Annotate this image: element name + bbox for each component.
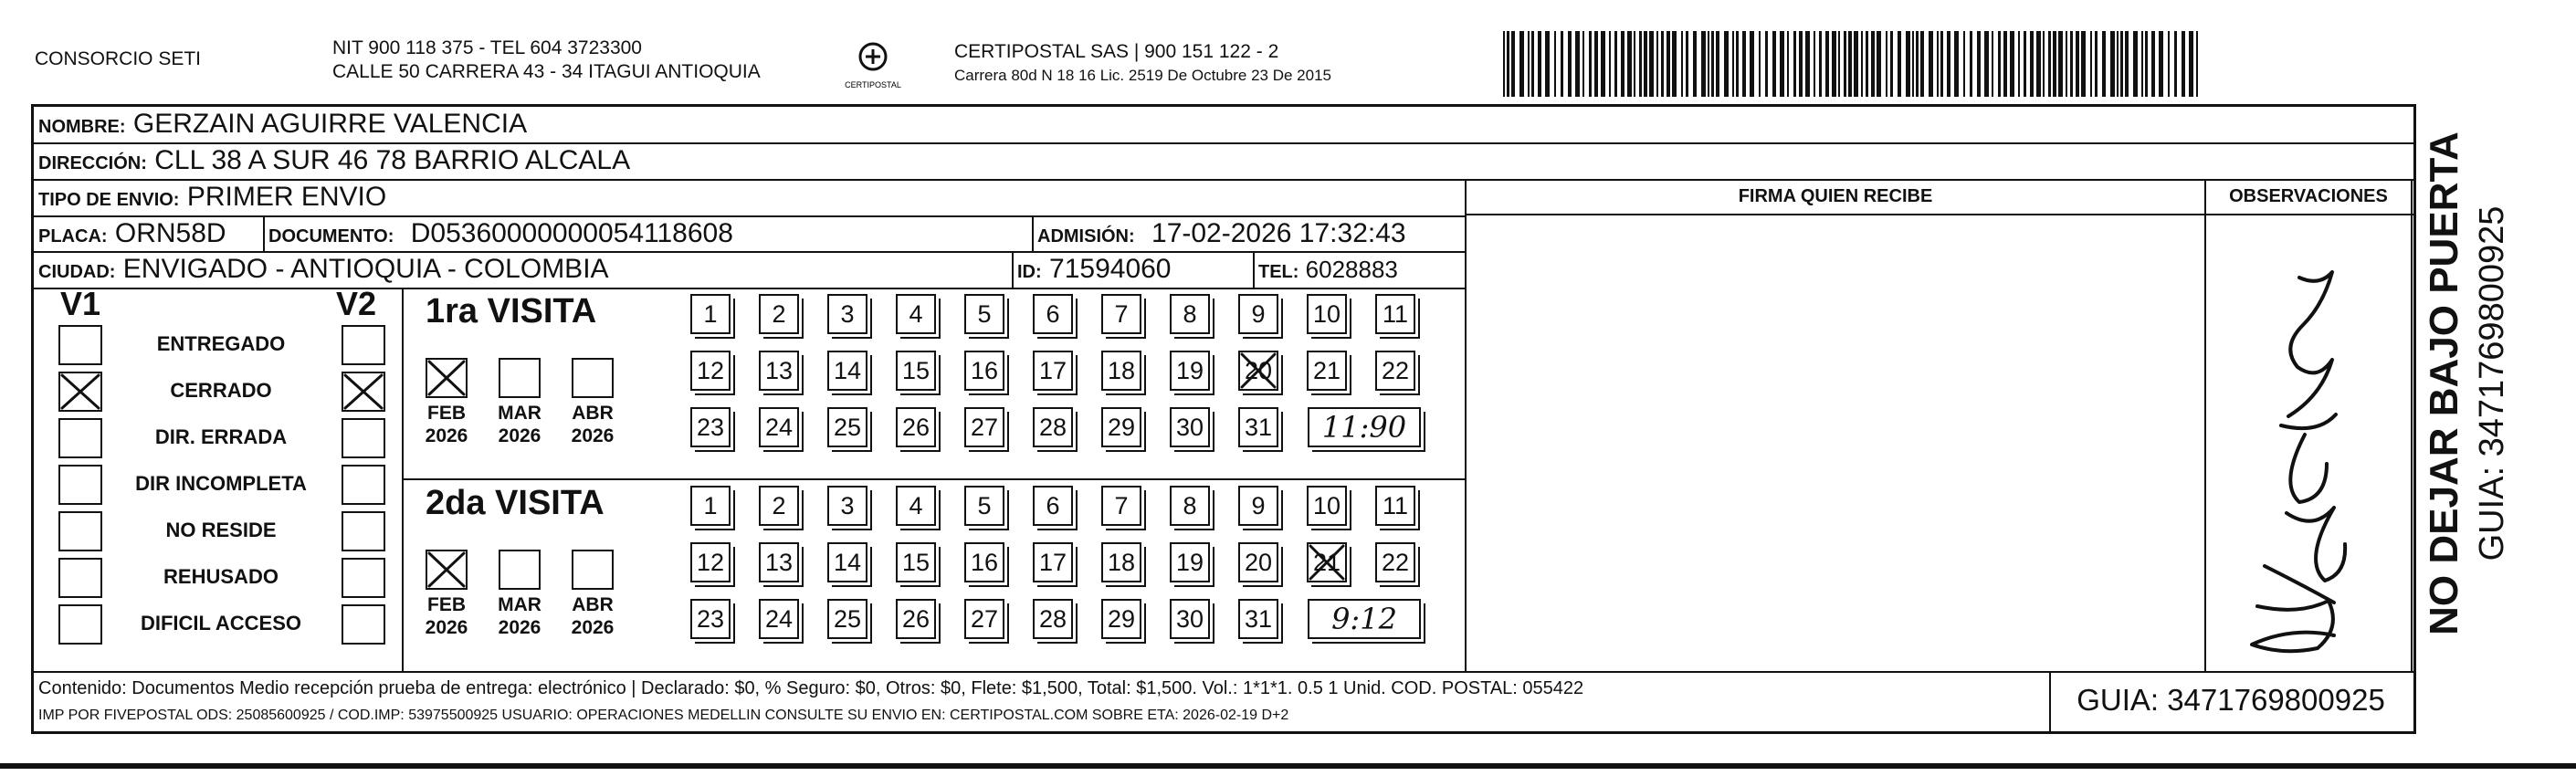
day-box[interactable]: 13 — [759, 542, 799, 582]
visit-title: 1ra VISITA — [426, 292, 597, 330]
barcode-bar — [2120, 31, 2123, 97]
barcode-bar — [1954, 31, 1959, 97]
barcode-bar — [2182, 31, 2185, 97]
tel-label: TEL: — [1258, 262, 1299, 282]
day-box[interactable]: 11 — [1375, 486, 1415, 526]
observations-column-header: OBSERVACIONES — [2229, 186, 2388, 206]
barcode-bar — [1787, 31, 1789, 97]
day-box[interactable]: 6 — [1033, 486, 1073, 526]
day-box[interactable]: 6 — [1033, 294, 1073, 334]
barcode-bar — [1759, 31, 1761, 97]
barcode-bar — [1765, 31, 1768, 97]
day-box[interactable]: 29 — [1101, 407, 1141, 447]
day-box[interactable]: 29 — [1101, 599, 1141, 639]
barcode-bar — [1929, 31, 1933, 97]
recipient-address: CLL 38 A SUR 46 78 BARRIO ALCALA — [154, 145, 631, 175]
day-box[interactable]: 3 — [827, 486, 867, 526]
month-label — [415, 402, 478, 447]
barcode-bar — [1940, 31, 1943, 97]
day-x-mark — [1238, 351, 1278, 391]
v2-checkbox[interactable] — [342, 418, 385, 458]
day-box[interactable]: 24 — [759, 599, 799, 639]
month-year: 2026 — [571, 617, 615, 638]
day-box[interactable]: 15 — [896, 351, 936, 391]
month-checkbox[interactable] — [426, 358, 468, 398]
barcode-bar — [1724, 31, 1729, 97]
month-year: 2026 — [425, 425, 468, 446]
barcode-bar — [1793, 31, 1796, 97]
day-box[interactable]: 1 — [690, 294, 731, 334]
barcode-bar — [1998, 31, 2001, 97]
barcode-bar — [1906, 31, 1910, 97]
barcode-bar — [1819, 31, 1822, 97]
barcode-bar — [1861, 31, 1863, 97]
document-label: DOCUMENTO: — [268, 226, 394, 246]
day-box[interactable]: 19 — [1170, 542, 1210, 582]
month-checkbox[interactable] — [499, 550, 541, 590]
month-checkbox[interactable] — [426, 550, 468, 590]
barcode-bar — [1805, 31, 1810, 97]
barcode-bar — [1871, 31, 1875, 97]
barcode-bar — [1970, 31, 1972, 97]
id-value: 71594060 — [1049, 254, 1172, 284]
barcode-bar — [2117, 31, 2119, 97]
v2-checkbox[interactable] — [342, 325, 385, 365]
barcode-bar — [1848, 31, 1852, 97]
check-x-mark — [343, 373, 384, 410]
barcode-bar — [1545, 31, 1550, 97]
barcode-bar — [2174, 31, 2177, 97]
certipostal-logo — [838, 37, 908, 95]
barcode-bar — [1963, 31, 1965, 97]
day-box[interactable]: 20 — [1238, 351, 1278, 391]
side-guide-number: GUIA: 3471769800925 — [2473, 205, 2511, 561]
day-box[interactable]: 5 — [964, 486, 1004, 526]
v1-checkbox[interactable] — [58, 418, 102, 458]
plate-value: ORN58D — [114, 218, 226, 248]
barcode — [1503, 31, 2199, 97]
barcode-bar — [1528, 31, 1530, 97]
certipostal-logo-icon — [838, 37, 908, 95]
day-box[interactable]: 10 — [1307, 294, 1347, 334]
visit-title: 2da VISITA — [426, 484, 605, 522]
signature-column-header: FIRMA QUIEN RECIBE — [1738, 186, 1933, 206]
month-name: ABR — [572, 594, 614, 615]
admission-value: 17-02-2026 17:32:43 — [1151, 218, 1406, 248]
barcode-bar — [1886, 31, 1887, 97]
barcode-bar — [1601, 31, 1605, 97]
month-label — [561, 402, 625, 447]
barcode-bar — [2070, 31, 2073, 97]
barcode-bar — [2133, 31, 2138, 97]
status-label: ENTREGADO — [156, 332, 286, 355]
admission-label: ADMISIÓN: — [1037, 226, 1135, 246]
id-label: ID: — [1017, 262, 1042, 282]
barcode-bar — [2196, 31, 2198, 97]
month-checkbox[interactable] — [572, 550, 614, 590]
month-label — [488, 402, 552, 447]
page-bottom-border — [0, 763, 2576, 769]
admission-row — [1037, 217, 1406, 253]
barcode-bar — [1594, 31, 1598, 97]
day-box[interactable]: 19 — [1170, 351, 1210, 391]
barcode-bar — [1890, 31, 1893, 97]
sender-name: CONSORCIO SETI — [35, 48, 202, 69]
barcode-bar — [1877, 31, 1881, 97]
day-box[interactable]: 28 — [1033, 599, 1073, 639]
barcode-bar — [1554, 31, 1556, 97]
no-dejar-bajo-puerta: NO DEJAR BAJO PUERTA — [2422, 131, 2466, 635]
barcode-bar — [1844, 31, 1846, 97]
barcode-bar — [2102, 31, 2106, 97]
barcode-bar — [1681, 31, 1683, 97]
day-box[interactable]: 7 — [1101, 294, 1141, 334]
barcode-bar — [1711, 31, 1714, 97]
name-label: NOMBRE: — [38, 117, 126, 137]
month-label — [488, 593, 552, 639]
barcode-bar — [1916, 31, 1919, 97]
tel-row — [1258, 253, 1398, 288]
barcode-bar — [1656, 31, 1658, 97]
month-label — [561, 593, 625, 639]
barcode-bar — [2090, 31, 2092, 97]
barcode-bar — [1977, 31, 1981, 97]
barcode-bar — [1639, 31, 1642, 97]
barcode-bar — [1621, 31, 1624, 97]
month-year: 2026 — [498, 617, 541, 638]
barcode-bar — [1716, 31, 1719, 97]
barcode-bar — [1575, 31, 1580, 97]
day-box[interactable]: 15 — [896, 542, 936, 582]
barcode-bar — [2189, 31, 2193, 97]
barcode-bar — [1750, 31, 1754, 97]
barcode-bar — [2095, 31, 2098, 97]
month-year: 2026 — [498, 425, 541, 446]
month-name: ABR — [572, 403, 614, 424]
month-name: MAR — [498, 403, 541, 424]
barcode-bar — [2003, 31, 2007, 97]
barcode-bar — [1661, 31, 1664, 97]
v1-checkbox[interactable] — [58, 511, 102, 551]
day-box[interactable]: 24 — [759, 407, 799, 447]
barcode-bar — [1799, 31, 1803, 97]
address-label: DIRECCIÓN: — [38, 153, 147, 173]
logo-caption: CERTIPOSTAL — [845, 80, 901, 89]
barcode-bar — [1838, 31, 1840, 97]
barcode-bar — [1649, 31, 1654, 97]
footer-contents: Contenido: Documentos Medio recepción prueba de entrega: electrónico | Declarado: $0, % Seguro: $0, Otros: $0, Flete: $1,500, Total: $1,500. Vol.: 1*1*1. 0.5 1 Unid. COD. POSTAL: 055422 — [38, 678, 1584, 698]
barcode-graphic — [1503, 31, 2199, 97]
day-box[interactable]: 2 — [759, 294, 799, 334]
handwritten-signature — [2210, 256, 2392, 666]
barcode-bar — [1832, 31, 1836, 97]
day-box[interactable]: 16 — [964, 351, 1004, 391]
day-box[interactable]: 18 — [1101, 351, 1141, 391]
barcode-bar — [2145, 31, 2148, 97]
day-box[interactable]: 4 — [896, 294, 936, 334]
barcode-bar — [2053, 31, 2056, 97]
v1-checkbox[interactable] — [58, 558, 102, 598]
plate-row — [38, 217, 226, 253]
barcode-bar — [1825, 31, 1829, 97]
barcode-bar — [1531, 31, 1534, 97]
day-box[interactable]: 2 — [759, 486, 799, 526]
city-label: CIUDAD: — [38, 262, 116, 282]
barcode-bar — [1634, 31, 1635, 97]
barcode-bar — [2110, 31, 2115, 97]
day-box[interactable]: 25 — [827, 407, 867, 447]
time-box[interactable]: 11:90 — [1308, 407, 1421, 447]
day-box[interactable]: 8 — [1170, 486, 1210, 526]
barcode-bar — [1947, 31, 1950, 97]
v2-checkbox[interactable] — [342, 511, 385, 551]
barcode-bar — [2066, 31, 2067, 97]
barcode-bar — [1984, 31, 1989, 97]
barcode-bar — [1814, 31, 1815, 97]
day-box[interactable]: 9 — [1238, 486, 1278, 526]
barcode-bar — [2159, 31, 2163, 97]
day-box[interactable]: 21 — [1307, 351, 1347, 391]
day-box[interactable]: 27 — [964, 599, 1004, 639]
barcode-bar — [1772, 31, 1776, 97]
barcode-bar — [1732, 31, 1734, 97]
day-box[interactable]: 12 — [690, 351, 731, 391]
recipient-name-row — [38, 108, 527, 143]
barcode-bar — [1561, 31, 1563, 97]
barcode-bar — [2125, 31, 2129, 97]
status-label: DIR INCOMPLETA — [135, 472, 307, 495]
barcode-bar — [1992, 31, 1993, 97]
barcode-bar — [2030, 31, 2034, 97]
day-box[interactable]: 31 — [1238, 407, 1278, 447]
type-label: TIPO DE ENVIO: — [38, 190, 180, 210]
day-box[interactable]: 23 — [690, 599, 731, 639]
document-row — [268, 217, 733, 253]
month-year: 2026 — [425, 617, 468, 638]
barcode-bar — [2076, 31, 2079, 97]
day-box[interactable]: 9 — [1238, 294, 1278, 334]
shipping-type-row — [38, 181, 386, 216]
barcode-bar — [1519, 31, 1524, 97]
month-label — [415, 593, 478, 639]
barcode-bar — [1507, 31, 1509, 97]
day-box[interactable]: 3 — [827, 294, 867, 334]
day-box[interactable]: 22 — [1375, 351, 1415, 391]
day-box[interactable]: 16 — [964, 542, 1004, 582]
barcode-bar — [2081, 31, 2086, 97]
v2-header: V2 — [336, 285, 377, 322]
sender-address: CALLE 50 CARRERA 43 - 34 ITAGUI ANTIOQUIA — [332, 61, 761, 82]
day-box[interactable]: 1 — [690, 486, 731, 526]
v2-checkbox[interactable] — [342, 465, 385, 505]
carrier-address: Carrera 80d N 18 16 Lic. 2519 De Octubre 23 De 2015 — [954, 67, 1331, 84]
barcode-bar — [1686, 31, 1688, 97]
v1-header: V1 — [60, 285, 101, 322]
day-box[interactable]: 12 — [690, 542, 731, 582]
day-box[interactable]: 11 — [1375, 294, 1415, 334]
day-box[interactable]: 20 — [1238, 542, 1278, 582]
day-box[interactable]: 5 — [964, 294, 1004, 334]
v2-checkbox[interactable] — [342, 604, 385, 645]
day-box[interactable]: 26 — [896, 599, 936, 639]
barcode-bar — [2018, 31, 2020, 97]
day-x-mark — [1307, 542, 1347, 582]
barcode-bar — [1667, 31, 1670, 97]
day-box[interactable]: 21 — [1307, 542, 1347, 582]
day-box[interactable]: 14 — [827, 351, 867, 391]
barcode-bar — [1614, 31, 1617, 97]
status-label: NO RESIDE — [165, 519, 277, 541]
barcode-bar — [1937, 31, 1939, 97]
day-box[interactable]: 8 — [1170, 294, 1210, 334]
document-value: D05360000000054118608 — [410, 218, 733, 248]
check-x-mark — [60, 373, 100, 410]
day-box[interactable]: 4 — [896, 486, 936, 526]
barcode-bar — [2058, 31, 2063, 97]
barcode-bar — [1672, 31, 1677, 97]
shipping-type: PRIMER ENVIO — [186, 182, 387, 212]
day-box[interactable]: 30 — [1170, 599, 1210, 639]
plate-label: PLACA: — [38, 226, 108, 246]
barcode-bar — [1693, 31, 1697, 97]
month-name: MAR — [498, 594, 541, 615]
signature-graphic — [2210, 256, 2392, 666]
tel-value: 6028883 — [1305, 256, 1398, 283]
day-box[interactable]: 17 — [1033, 542, 1073, 582]
barcode-bar — [2010, 31, 2014, 97]
barcode-bar — [1582, 31, 1584, 97]
v2-checkbox[interactable] — [342, 372, 385, 412]
day-box[interactable]: 25 — [827, 599, 867, 639]
barcode-bar — [1898, 31, 1901, 97]
footer-guide-number: GUIA: 3471769800925 — [2077, 683, 2385, 717]
v1-checkbox[interactable] — [58, 325, 102, 365]
day-box[interactable]: 23 — [690, 407, 731, 447]
day-box[interactable]: 22 — [1375, 542, 1415, 582]
barcode-bar — [1701, 31, 1706, 97]
barcode-bar — [1538, 31, 1541, 97]
recipient-name: GERZAIN AGUIRRE VALENCIA — [132, 109, 528, 139]
month-checkbox[interactable] — [499, 358, 541, 398]
v1-checkbox[interactable] — [58, 604, 102, 645]
day-box[interactable]: 14 — [827, 542, 867, 582]
check-x-mark — [427, 551, 466, 588]
time-box[interactable]: 9:12 — [1308, 599, 1421, 639]
sender-nit-tel: NIT 900 118 375 - TEL 604 3723300 — [332, 37, 642, 58]
status-label: CERRADO — [170, 379, 272, 402]
month-checkbox[interactable] — [572, 358, 614, 398]
status-label: REHUSADO — [163, 565, 279, 588]
day-box[interactable]: 26 — [896, 407, 936, 447]
barcode-bar — [1912, 31, 1914, 97]
month-year: 2026 — [571, 425, 615, 446]
day-box[interactable]: 18 — [1101, 542, 1141, 582]
v1-checkbox[interactable] — [58, 372, 102, 412]
barcode-bar — [2043, 31, 2045, 97]
day-box[interactable]: 10 — [1307, 486, 1347, 526]
status-label: DIFICIL ACCESO — [140, 612, 301, 634]
day-box[interactable]: 31 — [1238, 599, 1278, 639]
barcode-bar — [1708, 31, 1709, 97]
v1-checkbox[interactable] — [58, 465, 102, 505]
month-name: FEB — [427, 594, 466, 615]
barcode-bar — [2048, 31, 2051, 97]
city-value: ENVIGADO - ANTIOQUIA - COLOMBIA — [122, 254, 609, 284]
barcode-bar — [2151, 31, 2155, 97]
day-box[interactable]: 27 — [964, 407, 1004, 447]
barcode-bar — [1627, 31, 1632, 97]
footer-print-info: IMP POR FIVEPOSTAL ODS: 25085600925 / COD.IMP: 53975500925 USUARIO: OPERACIONES MEDELLIN CONSULTE SU ENVIO EN: CERTIPOSTAL.COM SOBRE ETA: 2026-02-19 D+2 — [38, 708, 1289, 723]
barcode-bar — [1609, 31, 1611, 97]
barcode-bar — [1568, 31, 1572, 97]
barcode-bar — [2024, 31, 2026, 97]
barcode-bar — [1644, 31, 1647, 97]
recipient-address-row — [38, 144, 630, 180]
barcode-bar — [1866, 31, 1868, 97]
barcode-bar — [1736, 31, 1739, 97]
barcode-bar — [2141, 31, 2143, 97]
barcode-bar — [2168, 31, 2170, 97]
day-box[interactable]: 13 — [759, 351, 799, 391]
status-label: DIR. ERRADA — [154, 425, 288, 448]
barcode-bar — [1503, 31, 1505, 97]
day-box[interactable]: 30 — [1170, 407, 1210, 447]
barcode-bar — [1589, 31, 1592, 97]
barcode-bar — [2036, 31, 2041, 97]
day-box[interactable]: 28 — [1033, 407, 1073, 447]
city-row — [38, 253, 609, 288]
id-row — [1017, 253, 1172, 288]
barcode-bar — [1780, 31, 1784, 97]
month-name: FEB — [427, 403, 466, 424]
carrier-name: CERTIPOSTAL SAS | 900 151 122 - 2 — [954, 41, 1279, 62]
day-box[interactable]: 17 — [1033, 351, 1073, 391]
barcode-bar — [1854, 31, 1858, 97]
barcode-bar — [1742, 31, 1746, 97]
v2-checkbox[interactable] — [342, 558, 385, 598]
day-box[interactable]: 7 — [1101, 486, 1141, 526]
side-vertical-text — [2420, 128, 2520, 639]
barcode-bar — [1920, 31, 1924, 97]
barcode-bar — [1511, 31, 1515, 97]
check-x-mark — [427, 360, 466, 396]
